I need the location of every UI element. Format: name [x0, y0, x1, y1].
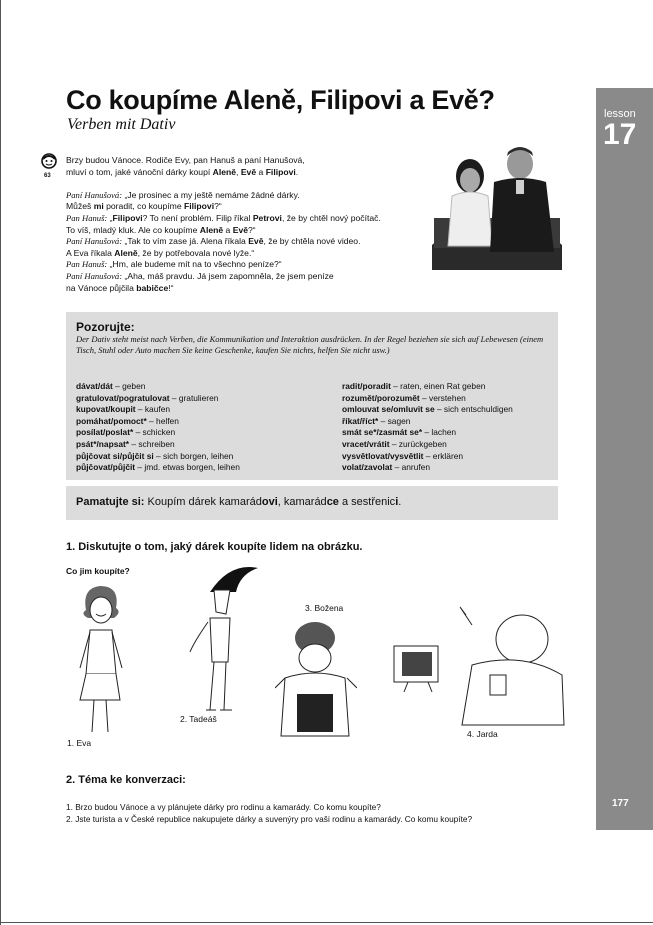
- tv-illustration: [388, 636, 448, 696]
- exercise-1-heading: 1. Diskutujte o tom, jaký dárek koupíte lidem na obrázku.: [66, 541, 363, 553]
- text-run: Aleně: [199, 224, 224, 235]
- text-run: ? To není problém. Filip říkal: [142, 212, 253, 223]
- verb-item: [76, 393, 240, 405]
- text-run: – geben: [112, 381, 146, 391]
- text-run: .: [295, 166, 299, 177]
- dialog-line: [66, 178, 426, 190]
- text-run: Pan Hanuš:: [66, 212, 108, 223]
- text-run: .: [398, 496, 402, 508]
- text-run: „Je prosinec a my ještě nemáme žádné dárky.: [122, 189, 300, 200]
- text-run: vracet/vrátit: [342, 438, 390, 449]
- text-run: kupovat/koupit: [76, 404, 136, 415]
- dialog-line: [66, 283, 426, 295]
- page-border-bottom: [0, 922, 653, 923]
- text-run: a: [256, 166, 266, 177]
- text-run: mi: [93, 201, 104, 212]
- text-run: Evě: [232, 224, 249, 235]
- verb-item: [342, 381, 513, 393]
- caption-tadeas: 2. Tadeáš: [180, 714, 217, 724]
- text-run: ovi: [261, 496, 278, 508]
- text-run: ce: [326, 496, 339, 508]
- tadeas-illustration: [180, 562, 260, 717]
- verb-item: [342, 439, 513, 451]
- text-run: – kaufen: [135, 404, 171, 415]
- text-run: Paní Hanušová:: [66, 236, 123, 247]
- text-run: – sich borgen, leihen: [153, 450, 234, 461]
- text-run: a: [223, 224, 233, 235]
- verb-list-right: [342, 381, 513, 474]
- text-run: volat/zavolat: [342, 462, 393, 473]
- jarda-illustration: [452, 605, 572, 735]
- dialog-text: [66, 155, 426, 294]
- pozorujte-text: Der Dativ steht meist nach Verben, die Kommunikation und Interaktion ausdrücken. In der Regel beziehen sie sich auf Lebewesen (einem Tisch, Stuhl oder Auto machen Sie keine Geschenke, kaufen Sie nichts, helfen Sie nicht usw.): [76, 334, 544, 355]
- text-run: Filipovi: [184, 201, 215, 212]
- text-run: , že by chtěl nový počítač.: [281, 212, 381, 223]
- exercise-2-heading: 2. Téma ke konverzaci:: [66, 774, 186, 786]
- text-run: „: [107, 212, 113, 223]
- text-run: Petrovi: [252, 212, 282, 223]
- text-run: Evě: [248, 236, 264, 247]
- text-run: i: [395, 496, 399, 508]
- text-run: – gratulieren: [169, 392, 219, 403]
- exercise-1-question: Co jim koupíte?: [66, 566, 130, 576]
- text-run: Pan Hanuš:: [66, 259, 108, 270]
- verb-item: [76, 462, 240, 474]
- verb-item: [76, 416, 240, 428]
- text-run: na Vánoce půjčila: [66, 282, 137, 293]
- text-run: – anrufen: [392, 462, 430, 473]
- dialog-line: [66, 155, 426, 167]
- verb-item: [342, 451, 513, 463]
- dialog-line: [66, 271, 426, 283]
- caption-jarda: 4. Jarda: [467, 729, 498, 739]
- text-run: „Tak to vím zase já. Alena říkala: [122, 236, 249, 247]
- text-run: A Eva říkala: [66, 247, 115, 258]
- lesson-sidebar: [596, 88, 653, 830]
- text-run: – sagen: [378, 415, 411, 426]
- text-run: posílat/poslat*: [76, 427, 134, 438]
- text-run: a sestřenic: [338, 496, 396, 508]
- page-number: 177: [612, 798, 629, 809]
- text-run: Filipovi: [265, 166, 296, 177]
- page-border-left: [0, 0, 1, 925]
- verb-item: [76, 404, 240, 416]
- dialog-line: [66, 167, 426, 179]
- text-run: smát se*/zasmát se*: [342, 427, 423, 438]
- text-run: omlouvat se/omluvit se: [342, 404, 435, 415]
- text-run: – raten, einen Rat geben: [390, 381, 486, 391]
- text-run: Můžeš: [66, 201, 94, 212]
- dialog-line: [66, 259, 426, 271]
- text-run: ?“: [248, 224, 256, 235]
- text-run: , že by potřebovala nové lyže.“: [137, 247, 255, 258]
- text-run: pomáhat/pomoct*: [76, 415, 147, 426]
- dialog-line: [66, 213, 426, 225]
- text-run: dávat/dát: [76, 381, 113, 391]
- text-run: , že by chtěla nové video.: [263, 236, 361, 247]
- text-run: Paní Hanušová:: [66, 270, 123, 281]
- text-run: gratulovat/pogratulovat: [76, 392, 170, 403]
- text-run: mluví o tom, jaké vánoční dárky koupí: [66, 166, 213, 177]
- text-run: – schicken: [133, 427, 176, 438]
- verb-item: [76, 439, 240, 451]
- audio-track-number: 63: [44, 173, 51, 179]
- text-run: radit/poradit: [342, 381, 391, 391]
- text-run: Filipovi: [112, 212, 143, 223]
- verb-item: [342, 404, 513, 416]
- couple-photo: [432, 140, 562, 270]
- text-run: – helfen: [146, 415, 179, 426]
- text-run: poradit, co koupíme: [103, 201, 184, 212]
- verb-item: [76, 451, 240, 463]
- text-run: Koupím dárek kamarád: [144, 496, 262, 508]
- text-run: – lachen: [422, 427, 457, 438]
- text-run: ?“: [214, 201, 222, 212]
- dialog-line: [66, 236, 426, 248]
- text-run: vysvětlovat/vysvětlit: [342, 450, 424, 461]
- verb-list-left: [76, 381, 240, 474]
- text-run: psát*/napsat*: [76, 438, 130, 449]
- text-run: , kamarád: [277, 496, 327, 508]
- text-run: Aleně: [114, 247, 138, 258]
- exercise-2-question-1: 1. Brzo budou Vánoce a vy plánujete dárky pro rodinu a kamarády. Co komu koupíte?: [66, 802, 381, 812]
- text-run: Pamatujte si:: [76, 496, 145, 508]
- text-run: Paní Hanušová:: [66, 189, 123, 200]
- text-run: Aleně: [212, 166, 237, 177]
- text-run: – erklären: [423, 450, 464, 461]
- caption-eva: 1. Eva: [67, 738, 92, 748]
- text-run: – schreiben: [129, 438, 175, 449]
- text-run: – verstehen: [419, 392, 466, 403]
- dialog-line: [66, 201, 426, 213]
- pozorujte-title: Pozorujte:: [76, 320, 135, 334]
- text-run: půjčovat si/půjčit si: [76, 450, 154, 461]
- text-run: půjčovat/půjčit: [76, 462, 136, 473]
- page-title: Co koupíme Aleně, Filipovi a Evě?: [66, 85, 495, 115]
- dialog-line: [66, 190, 426, 202]
- dialog-line: [66, 248, 426, 260]
- page-subtitle: Verben mit Dativ: [67, 116, 176, 133]
- dialog-line: [66, 225, 426, 237]
- text-run: – jmd. etwas borgen, leihen: [135, 462, 240, 473]
- text-run: Evě: [240, 166, 257, 177]
- text-run: ,: [236, 166, 241, 177]
- lesson-number: 17: [603, 118, 637, 151]
- text-run: – sich entschuldigen: [434, 404, 513, 415]
- exercise-2-question-2: 2. Jste turista a v České republice nakupujete dárky a suvenýry pro vaši rodinu a kamarády. Co komu koupíte?: [66, 814, 473, 824]
- verb-item: [76, 427, 240, 439]
- verb-item: [342, 416, 513, 428]
- caption-bozena: 3. Božena: [305, 603, 344, 613]
- text-run: rozumět/porozumět: [342, 392, 420, 403]
- text-run: To víš, mladý kluk. Ale co koupíme: [66, 224, 200, 235]
- verb-item: [342, 393, 513, 405]
- verb-item: [76, 381, 240, 393]
- text-run: babičce: [136, 282, 169, 293]
- pamatujte-text: [76, 496, 401, 508]
- text-run: !“: [168, 282, 174, 293]
- verb-item: [342, 462, 513, 474]
- bozena-illustration: [275, 618, 357, 748]
- text-run: – zurückgeben: [389, 438, 447, 449]
- text-run: Brzy budou Vánoce. Rodiče Evy, pan Hanuš a paní Hanušová,: [66, 155, 305, 165]
- text-run: „Hm, ale budeme mít na to všechno peníze?“: [107, 259, 282, 270]
- text-run: „Aha, máš pravdu. Já jsem zapomněla, že jsem peníze: [122, 270, 334, 281]
- text-run: říkat/říct*: [342, 415, 379, 426]
- verb-item: [342, 427, 513, 439]
- eva-illustration: [66, 582, 136, 737]
- lesson-label: lesson: [604, 108, 636, 120]
